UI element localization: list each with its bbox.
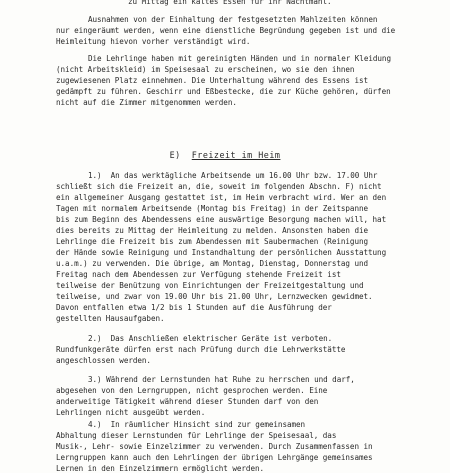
text-line: Ausnahmen von der Einhaltung der festgesetzten Mahlzeiten können	[88, 15, 378, 24]
text-line: Lehrlingen nicht ausgeübt werden.	[56, 408, 206, 417]
text-line: der Hände sowie Reinigung und Instandhaltung der persönlichen Ausstattung	[56, 248, 387, 257]
text-line: Musik-, Lehr- sowie Einzelzimmer zu verwenden. Durch Zusammenfassen in	[56, 442, 373, 451]
section-title: Freizeit im Heim	[191, 150, 281, 160]
text-line: 4.) In räumlicher Hinsicht sind zur gemeinsamen	[88, 420, 306, 429]
text-line: Tagen mit normalem Arbeitsende (Montag bis Freitag) in der Zeitspanne	[56, 204, 369, 213]
text-line: anderweitige Tätigkeit während dieser Stunden darf von den	[56, 397, 319, 406]
section-heading	[0, 150, 450, 160]
text-line: teilweise, und zwar von 19.00 Uhr bis 21.00 Uhr, Lernzwecken gewidmet.	[56, 292, 373, 301]
text-line: ein allgemeiner Ausgang gestattet ist, im Heim verbracht wird. Wer an den	[56, 193, 387, 202]
text-line: u.a.m.) zu verwenden. Die übrige, am Montag, Dienstag, Donnerstag und	[56, 259, 369, 268]
text-line: angeschlossen werden.	[56, 356, 151, 365]
text-line: Davon entfallen etwa 1/2 bis 1 Stunden auf die Ausführung der	[56, 303, 332, 312]
text-line: teilweise der Benützung von Einrichtungen der Freizeitgestaltung und	[56, 281, 364, 290]
text-line: (nicht Arbeitskleid) im Speisesaal zu erscheinen, wo sie den ihnen	[56, 65, 355, 74]
text-line: 3.) Während der Lernstunden hat Ruhe zu herrschen und darf,	[88, 375, 355, 384]
text-line: bis zum Beginn des Abendessens eine auswärtige Besorgung machen will, hat	[56, 215, 387, 224]
text-line: Die Lehrlinge haben mit gereinigten Händen und in normaler Kleidung	[88, 54, 391, 63]
text-line: zu Mittag ein kaltes Essen für ihr Nachtmahl.	[128, 0, 332, 6]
text-line: Lerngruppen kann auch den Lehrlingen der übrigen Lehrgänge gemeinsames	[56, 453, 373, 462]
text-line: 1.) An das werktägliche Arbeitsende um 16.00 Uhr bzw. 17.00 Uhr	[88, 171, 378, 180]
text-line: dies bereits zu Mittag der Heimleitung zu melden. Ansonsten haben die	[56, 226, 369, 235]
text-line: nicht auf die Zimmer mitgenommen werden.	[56, 98, 237, 107]
text-line: schließt sich die Freizeit an, die, soweit im folgenden Abschn. F) nicht	[56, 182, 382, 191]
text-line: Heimleitung hievon vorher verständigt wird.	[56, 37, 251, 46]
text-line: zugewiesenen Platz einnehmen. Die Unterhaltung während des Essens ist	[56, 76, 369, 85]
text-line: abgesehen von den Lerngruppen, nicht gesprochen werden. Eine	[56, 386, 328, 395]
section-letter: E)	[169, 150, 181, 160]
text-line: Abhaltung dieser Lernstunden für Lehrlinge der Speisesaal, das	[56, 431, 337, 440]
text-line: Freitag nach dem Abendessen zur Verfügung stehende Freizeit ist	[56, 270, 341, 279]
text-line: gestellten Hausaufgaben.	[56, 314, 165, 323]
text-line: Lernen in den Einzelzimmern ermöglicht werden.	[56, 464, 265, 473]
text-line: 2.) Das Anschließen elektrischer Geräte ist verboten.	[88, 334, 333, 343]
text-line: nur eingeräumt werden, wenn eine dienstliche Begründung gegeben ist und die	[56, 26, 396, 35]
text-line: Lehrlinge die Freizeit bis zum Abendessen mit Saubermachen (Reinigung	[56, 237, 369, 246]
text-line: gedämpft zu führen. Geschirr und Eßbestecke, die zur Küche gehören, dürfen	[56, 87, 391, 96]
text-line: Rundfunkgeräte dürfen erst nach Prüfung durch die Lehrwerkstätte	[56, 345, 346, 354]
